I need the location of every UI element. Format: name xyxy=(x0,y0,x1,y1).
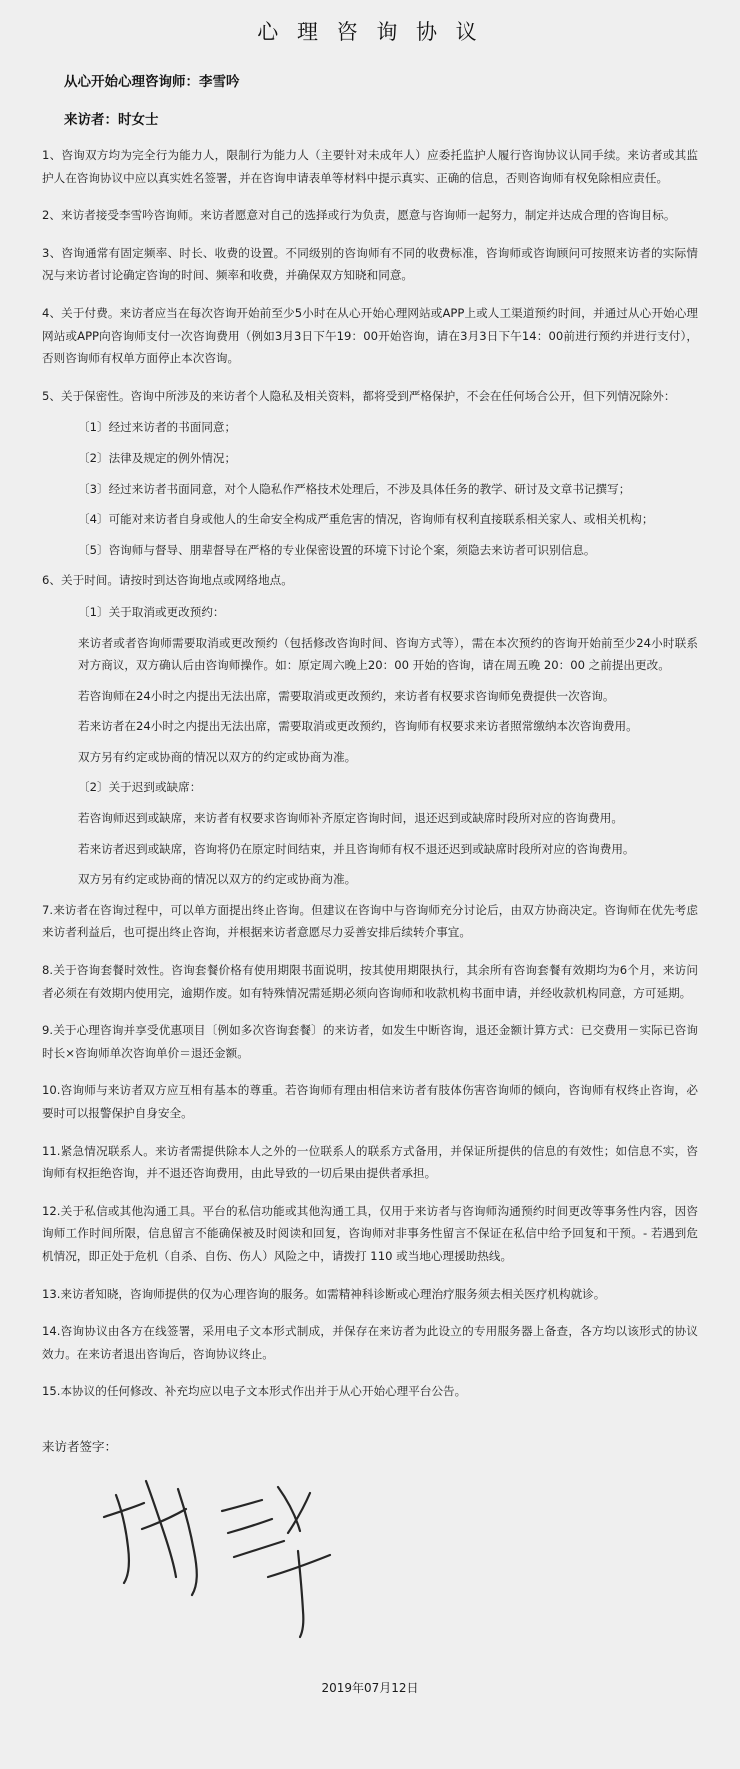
time-item: 双方另有约定或协商的情况以双方的约定或协商为准。 xyxy=(78,872,357,887)
signature-label: 来访者签字： xyxy=(42,1438,118,1454)
signature-area xyxy=(82,1459,698,1649)
time-item: 〔2〕关于迟到或缺席： xyxy=(78,780,202,795)
time-item: 双方另有约定或协商的情况以双方的约定或协商为准。 xyxy=(78,749,357,764)
time-item: 若咨询师迟到或缺席，来访者有权要求咨询师补齐原定咨询时间，退还迟到或缺席时段所对应的咨询费用。 xyxy=(78,811,623,826)
clause-paragraph: 12.关于私信或其他沟通工具。平台的私信功能或其他沟通工具，仅用于来访者与咨询师沟通预约时间更改等事务性内容，因咨询师工作时间所限，信息留言不能确保被及时阅读和回复，咨询师对非事务性留言不保证在私信中给予回复和干预。- 若遇到危机情况，即正处于危机（自杀、自伤、伤人）风险之中，请拨打 110 或当地心理援助热线。 xyxy=(42,1203,698,1263)
clause-paragraph: 2、来访者接受李雪吟咨询师。来访者愿意对自己的选择或行为负责，愿意与咨询师一起努力，制定并达成合理的咨询目标。 xyxy=(42,208,676,223)
clause-paragraph: 3、咨询通常有固定频率、时长、收费的设置。不同级别的咨询师有不同的收费标准，咨询师或咨询顾问可按照来访者的实际情况与来访者讨论确定咨询的时间、频率和收费，并确保双方知晓和同意。 xyxy=(42,245,698,283)
clause-paragraph: 15.本协议的任何修改、补充均应以电子文本形式作出并于从心开始心理平台公告。 xyxy=(42,1384,467,1399)
confidentiality-item: 〔5〕咨询师与督导、朋辈督导在严格的专业保密设置的环境下讨论个案，须隐去来访者可识别信息。 xyxy=(78,542,596,557)
clause-paragraph: 10.咨询师与来访者双方应互相有基本的尊重。若咨询师有理由相信来访者有肢体伤害咨询师的倾向，咨询师有权终止咨询，必要时可以报警保护自身安全。 xyxy=(42,1083,698,1120)
confidentiality-item: 〔2〕法律及规定的例外情况； xyxy=(78,450,237,465)
clause-paragraph: 9.关于心理咨询并享受优惠项目〔例如多次咨询套餐〕的来访者，如发生中断咨询，退还金额计算方式：已交费用－实际已咨询时长×咨询师单次咨询单价＝退还金额。 xyxy=(42,1023,698,1060)
clause-paragraph: 5、关于保密性。咨询中所涉及的来访者个人隐私及相关资料，都将受到严格保护，不会在任何场合公开，但下列情况除外： xyxy=(42,388,676,403)
time-item: 若咨询师在24小时之内提出无法出席，需要取消或更改预约，来访者有权要求咨询师免费提供一次咨询。 xyxy=(78,688,615,703)
time-item: 若来访者迟到或缺席，咨询将仍在原定时间结束，并且咨询师有权不退还迟到或缺席时段所对应的咨询费用。 xyxy=(78,841,635,856)
confidentiality-item: 〔4〕可能对来访者自身或他人的生命安全构成严重危害的情况，咨询师有权利直接联系相关家人、或相关机构； xyxy=(78,512,654,527)
clause-paragraph: 4、关于付费。来访者应当在每次咨询开始前至少5小时在从心开始心理网站或APP上或人工渠道预约时间，并通过从心开始心理网站或APP向咨询师支付一次咨询费用（例如3月3日下午19：00开始咨询，请在3月3日下午14：00前进行预约并进行支付），否则咨询师有权单方面停止本次咨询。 xyxy=(42,305,698,366)
clause-paragraph: 8.关于咨询套餐时效性。咨询套餐价格有使用期限书面说明，按其使用期限执行，其余所有咨询套餐有效期均为6个月，来访问者必须在有效期内使用完，逾期作废。如有特殊情况需延期必须向咨询师和收款机构书面申请，并经收款机构同意，方可延期。 xyxy=(42,963,698,1000)
time-item: 来访者或者咨询师需要取消或更改预约（包括修改咨询时间、咨询方式等），需在本次预约的咨询开始前至少24小时联系对方商议，双方确认后由咨询师操作。如：原定周六晚上20：00 开始的咨询，请在周五晚 20：00 之前提出更改。 xyxy=(78,635,698,673)
time-item: 若来访者在24小时之内提出无法出席，需要取消或更改预约，咨询师有权要求来访者照常缴纳本次咨询费用。 xyxy=(78,719,638,734)
document-date: 2019年07月12日 xyxy=(321,1680,419,1695)
counselor-line: 从心开始心理咨询师：李雪吟 xyxy=(64,74,240,90)
clauses-section xyxy=(42,144,698,1403)
clause-paragraph: 11.紧急情况联系人。来访者需提供除本人之外的一位联系人的联系方式备用，并保证所提供的信息的有效性；如信息不实，咨询师有权拒绝咨询，并不退还咨询费用，由此导致的一切后果由提供者承担。 xyxy=(42,1143,698,1181)
page-title: 心 理 咨 询 协 议 xyxy=(257,20,483,44)
clause-paragraph: 14.咨询协议由各方在线签署，采用电子文本形式制成，并保存在来访者为此设立的专用服务器上备查，各方均以该形式的协议效力。在来访者退出咨询后，咨询协议终止。 xyxy=(42,1324,698,1361)
confidentiality-item: 〔1〕经过来访者的书面同意； xyxy=(78,420,237,435)
clause-paragraph: 1、咨询双方均为完全行为能力人，限制行为能力人（主要针对未成年人）应委托监护人履行咨询协议认同手续。来访者或其监护人在咨询协议中应以真实姓名签署，并在咨询申请表单等材料中提示真实、正确的信息，否则咨询师有权免除相应责任。 xyxy=(42,148,698,185)
confidentiality-item: 〔3〕经过来访者书面同意，对个人隐私作严格技术处理后，不涉及具体任务的教学、研讨及文章书记撰写； xyxy=(78,481,631,496)
client-line: 来访者：时女士 xyxy=(64,112,159,128)
time-heading: 6、关于时间。请按时到达咨询地点或网络地点。 xyxy=(42,573,293,588)
clause-paragraph: 13.来访者知晓，咨询师提供的仅为心理咨询的服务。如需精神科诊断或心理治疗服务须去相关医疗机构就诊。 xyxy=(42,1286,606,1301)
clause-paragraph: 7.来访者在咨询过程中，可以单方面提出终止咨询。但建议在咨询中与咨询师充分讨论后，由双方协商决定。咨询师在优先考虑来访者利益后，也可提出终止咨询，并根据来访者意愿尽力妥善安排后续转介事宜。 xyxy=(42,902,698,940)
client-signature xyxy=(82,1459,402,1644)
time-item: 〔1〕关于取消或更改预约： xyxy=(78,604,225,619)
